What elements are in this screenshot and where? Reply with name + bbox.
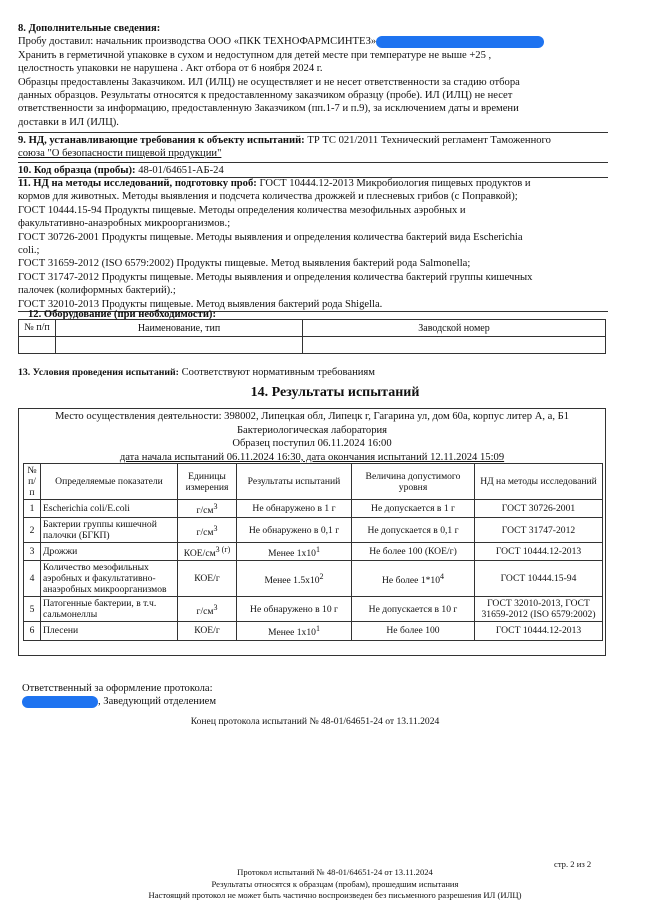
cell-name-text: Escherichia coli/E.coli [43, 503, 130, 515]
cell-limit [352, 518, 475, 543]
table-row [19, 337, 606, 354]
section-13-value: Соответствуют нормативным требованиям [181, 367, 375, 378]
col-number: № п/п [24, 464, 41, 500]
results-box [18, 408, 606, 656]
section-11 [18, 177, 608, 311]
cell-unit-text: г/см [196, 526, 214, 538]
results-table [23, 463, 603, 641]
cell-result [237, 622, 352, 640]
cell-name-text: Плесени [43, 625, 79, 637]
table-row [24, 622, 603, 640]
section-11-line-6: coli.; [18, 245, 40, 257]
footer-line-2: Результаты относятся к образцам (пробам), прошедшим испытания [211, 878, 459, 889]
section-12-title: 12. Оборудование (при необходимости): [28, 309, 216, 320]
cell-limit [352, 597, 475, 622]
cell-n-text: 2 [29, 524, 35, 536]
cell-method [475, 500, 603, 518]
cell-n [24, 518, 41, 543]
cell-name [41, 500, 178, 518]
section-11-line-5: ГОСТ 30726-2001 Продукты пищевые. Методы выявления и определения количества бактерий вида Escherichia [18, 231, 523, 243]
section-9-text-2: союза "О безопасности пищевой продукции" [18, 148, 222, 160]
cell-method-text: ГОСТ 31747-2012 [501, 524, 576, 536]
footer [0, 867, 670, 902]
cell-n-text: 1 [29, 503, 35, 515]
cell-unit [178, 518, 237, 543]
cell-unit-text: г/см [196, 605, 214, 617]
section-8-line-2: Хранить в герметичной упаковке в сухом и недоступном для детей месте при температуре не выше +25 , [18, 49, 492, 61]
col-result: Результаты испытаний [237, 464, 352, 500]
section-13 [18, 366, 608, 379]
cell-result-text: Менее 1.5х10 [264, 575, 320, 587]
cell-result-superscript: 2 [319, 572, 324, 582]
cell-result-superscript: 1 [315, 624, 320, 634]
table-row [24, 597, 603, 622]
cell-limit-text: Не допускается в 0,1 г [367, 524, 459, 536]
section-11-line-2: кормов для животных. Методы выявления и подсчета количества дрожжей и плесневых грибов (с Поправкой); [18, 191, 518, 203]
section-13-title: 13. Условия проведения испытаний: [18, 367, 179, 378]
section-11-line-4: факультативно-анаэробных микроорганизмов.; [18, 218, 231, 230]
section-9-text-1: ТР ТС 021/2011 Технический регламент Таможенного [307, 135, 551, 146]
results-title: 14. Результаты испытаний [250, 385, 420, 400]
results-header [19, 410, 605, 464]
cell-limit-text: Не допускается в 1 г [371, 503, 455, 515]
table-row [24, 561, 603, 597]
cell-n-text: 4 [29, 573, 35, 585]
cell-limit-text: Не более 1*10 [381, 575, 441, 587]
cell-result-text: Не обнаружено в 10 г [250, 603, 338, 615]
cell-result [237, 561, 352, 597]
cell-method [475, 597, 603, 622]
cell-unit-superscript: 3 [213, 523, 218, 533]
responsible-label: Ответственный за оформление протокола: [22, 683, 213, 694]
section-11-line-1: ГОСТ 10444.12-2013 Микробиология пищевых продуктов и [259, 178, 531, 189]
cell-method-text: ГОСТ 10444.15-94 [500, 573, 577, 585]
cell-limit [352, 561, 475, 597]
cell-name [41, 561, 178, 597]
cell-n [24, 543, 41, 561]
section-9-title: 9. НД, устанавливающие требования к объекту испытаний: [18, 135, 305, 146]
col-method: НД на методы исследований [475, 464, 603, 500]
cell-unit-superscript: 3 [213, 502, 218, 511]
cell-name-text: Бактерии группы кишечной палочки (БГКП) [43, 519, 157, 542]
section-11-title: 11. НД на методы исследований, подготовку проб: [18, 178, 257, 189]
cell-result-text: Не обнаружено в 0,1 г [248, 524, 340, 536]
table-header-row [24, 464, 603, 500]
cell-method-text: ГОСТ 30726-2001 [501, 503, 576, 515]
table-row [19, 320, 606, 337]
cell-limit-text: Не допускается в 10 г [368, 603, 458, 615]
table-cell [303, 337, 606, 354]
cell-limit [352, 543, 475, 561]
section-10-title: 10. Код образца (пробы): [18, 165, 136, 176]
cell-unit [178, 543, 237, 561]
cell-unit [178, 597, 237, 622]
cell-name [41, 518, 178, 543]
cell-method [475, 561, 603, 597]
cell-n [24, 597, 41, 622]
section-11-line-3: ГОСТ 10444.15-94 Продукты пищевые. Методы определения количества мезофильных аэробных и [18, 204, 466, 216]
responsible-position: , Заведующий отделением [98, 696, 217, 708]
divider [18, 162, 608, 163]
cell-name [41, 622, 178, 640]
cell-n-text: 5 [29, 603, 35, 615]
lab-address: Место осуществления деятельности: 398002, Липецкая обл, Липецк г, Гагарина ул, дом 60а, корпус литер А, а, Б1 [54, 411, 570, 422]
section-11-line-10: ГОСТ 32010-2013 Продукты пищевые. Метод выявления бактерий рода Shigella. [18, 298, 383, 310]
equip-col-name: Наименование, тип [56, 320, 303, 337]
cell-n [24, 500, 41, 518]
col-indicator: Определяемые показатели [41, 464, 178, 500]
section-10 [18, 164, 608, 177]
cell-method [475, 518, 603, 543]
cell-limit [352, 500, 475, 518]
cell-method-text: ГОСТ 10444.12-2013 [495, 546, 582, 558]
cell-unit-superscript: 3 (г) [215, 545, 231, 555]
table-row [24, 543, 603, 561]
sample-code: 48-01/64651-АБ-24 [138, 165, 224, 176]
section-8-line-4: Образцы предоставлены Заказчиком. ИЛ (ИЛЦ) не осуществляет и не несет ответственности за стадию отбора [18, 76, 520, 88]
cell-name-text: Количество мезофильных аэробных и факультативно-анаэробных микроорганизмов [43, 562, 167, 596]
cell-unit-text: КОЕ/г [194, 625, 220, 637]
cell-limit-text: Не более 100 (КОЕ/г) [369, 546, 457, 558]
cell-method [475, 622, 603, 640]
section-8-line-7: доставки в ИЛ (ИЛЦ). [18, 116, 119, 128]
divider [18, 132, 608, 133]
section-8-title: 8. Дополнительные сведения: [18, 23, 161, 34]
redacted-name [22, 696, 98, 708]
test-dates: дата начала испытаний 06.11.2024 16:30, дата окончания испытаний 12.11.2024 15:09 [119, 451, 505, 463]
section-11-line-9: палочек (колиформных бактерий).; [18, 285, 176, 297]
cell-method-text: ГОСТ 32010-2013, ГОСТ 31659-2012 (ISO 6579:2002) [481, 598, 596, 621]
table-cell [19, 337, 56, 354]
cell-result [237, 597, 352, 622]
col-limit: Величина допустимого уровня [352, 464, 475, 500]
results-body [24, 500, 603, 641]
cell-result-text: Менее 1х10 [268, 627, 316, 639]
section-8-line-5: данных образцов. Результаты относятся к предоставленному заказчиком образцу (пробе). ИЛ (ИЛЦ) не несет [18, 90, 513, 102]
redacted-name [376, 36, 544, 48]
lab-name: Бактериологическая лаборатория [236, 424, 388, 436]
cell-n-text: 3 [29, 546, 35, 558]
cell-name [41, 543, 178, 561]
section-11-line-7: ГОСТ 31659-2012 (ISO 6579:2002) Продукты пищевые. Метод выявления бактерий рода Salmonella; [18, 258, 471, 270]
cell-name-text: Дрожжи [43, 546, 78, 558]
page-number: стр. 2 из 2 [554, 859, 592, 869]
cell-name-text: Патогенные бактерии, в т.ч. сальмонеллы [43, 598, 157, 621]
cell-limit-superscript: 4 [440, 572, 445, 582]
cell-method [475, 543, 603, 561]
equipment-table [18, 319, 606, 354]
cell-n [24, 561, 41, 597]
footer-line-3: Настоящий протокол не может быть частично воспроизведен без письменного разрешения ИЛ (ИЛЦ) [148, 890, 522, 900]
table-row [24, 500, 603, 518]
cell-unit [178, 622, 237, 640]
cell-limit-text: Не более 100 [386, 625, 440, 637]
col-unit: Единицы измерения [178, 464, 237, 500]
cell-result [237, 518, 352, 543]
section-8 [18, 22, 608, 129]
table-row [24, 518, 603, 543]
section-8-line-3: целостность упаковки не нарушена . Акт отбора от 6 ноября 2024 г. [18, 63, 323, 75]
cell-unit [178, 500, 237, 518]
section-9 [18, 134, 608, 161]
cell-unit-text: КОЕ/см [183, 548, 216, 560]
section-8-line-6: ответственности за информацию, предоставленную Заказчиком (пп.1-7 и п.9), за исключением даты и времени [18, 103, 519, 115]
cell-unit-superscript: 3 [213, 602, 218, 612]
section-11-line-8: ГОСТ 31747-2012 Продукты пищевые. Методы выявления и определения количества бактерий группы кишечных [18, 271, 533, 283]
cell-method-text: ГОСТ 10444.12-2013 [495, 625, 582, 637]
cell-limit [352, 622, 475, 640]
cell-name [41, 597, 178, 622]
responsible-block [22, 682, 612, 709]
equip-col-serial: Заводской номер [303, 320, 606, 337]
cell-result [237, 543, 352, 561]
equip-col-number: № п/п [19, 320, 56, 337]
section-8-line-1: Пробу доставил: начальник производства ООО «ПКК ТЕХНОФАРМСИНТЕЗ» [18, 36, 377, 48]
cell-result-text: Не обнаружено в 1 г [252, 503, 336, 515]
cell-n-text: 6 [29, 625, 35, 637]
cell-unit-text: г/см [196, 505, 214, 517]
sample-received: Образец поступил 06.11.2024 16:00 [232, 438, 392, 450]
cell-result [237, 500, 352, 518]
cell-result-text: Менее 1х10 [268, 548, 316, 560]
cell-n [24, 622, 41, 640]
cell-result-superscript: 1 [315, 545, 320, 555]
cell-unit-text: КОЕ/г [194, 573, 220, 585]
cell-unit [178, 561, 237, 597]
table-cell [56, 337, 303, 354]
footer-line-1: Протокол испытаний № 48-01/64651-24 от 13.11.2024 [237, 867, 433, 877]
protocol-end: Конец протокола испытаний № 48-01/64651-24 от 13.11.2024 [190, 716, 440, 727]
